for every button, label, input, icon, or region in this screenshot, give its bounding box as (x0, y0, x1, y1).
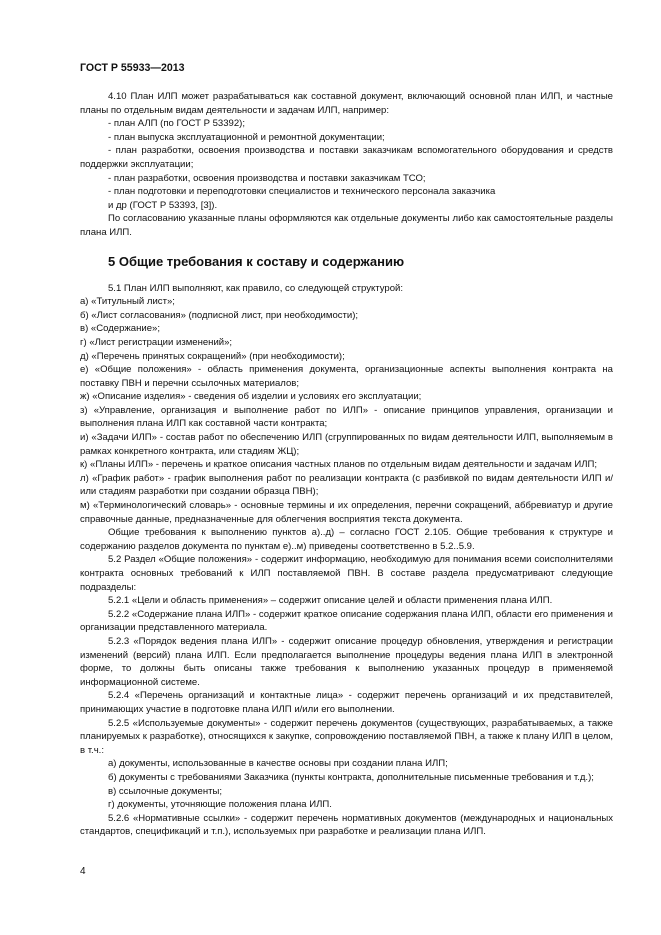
paragraph-5-2-4: 5.2.4 «Перечень организаций и контактные лица» - содержит перечень организаций и их представителей, принимающих участие в подготовке плана ИЛП и/или его выполнении. (80, 690, 613, 715)
structure-item: е) «Общие положения» - область применения документа, организационные аспекты выполнения контракта на поставку ПВН и перечни ссылочных материалов; (80, 364, 613, 389)
document-type-item: а) документы, использованные в качестве основы при создании плана ИЛП; (108, 758, 448, 770)
list-item: - план подготовки и переподготовки специалистов и технического персонала заказчика (108, 186, 496, 198)
structure-item: в) «Содержание»; (80, 323, 160, 335)
structure-item: з) «Управление, организация и выполнение работ по ИЛП» - описание принципов управления, организации и выполнения плана ИЛП как составной части контракта; (80, 404, 613, 430)
document-type-item: в) ссылочные документы; (108, 785, 223, 797)
structure-item: б) «Лист согласования» (подписной лист, при необходимости); (80, 309, 359, 321)
paragraph-general-requirements: Общие требования к выполнению пунктов а)..д) – согласно ГОСТ 2.105. Общие требования к структуре и содержанию разделов документа по пунктам е)..м) приведены соответственно в 5.2..5.9. (80, 527, 613, 552)
list-item: - план разработки, освоения производства и поставки заказчикам вспомогательного оборудования и средств поддержки эксплуатации; (80, 145, 613, 170)
page-number: 4 (80, 866, 86, 877)
paragraph-5-2-3: 5.2.3 «Порядок ведения плана ИЛП» - содержит описание процедур обновления, утверждения и регистрации изменений (версий) плана ИЛП. Если предполагается выполнение процедуры ведения плана ИЛП в электронной форме, то должны быть описаны также требования к выполнению указанных процедур в применяемой информационной системе. (80, 635, 613, 688)
list-item: - план выпуска эксплуатационной и ремонтной документации; (108, 131, 385, 143)
structure-item: ж) «Описание изделия» - сведения об изделии и условиях его эксплуатации; (80, 391, 422, 403)
paragraph-4-10: 4.10 План ИЛП может разрабатываться как составной документ, включающий основной план ИЛП, и частные планы по отдельным видам деятельности и задачам ИЛП, например: (80, 91, 613, 116)
structure-item: г) «Лист регистрации изменений»; (80, 336, 233, 348)
list-item: - план АЛП (по ГОСТ Р 53392); (108, 118, 245, 130)
structure-item: а) «Титульный лист»; (80, 296, 175, 308)
structure-item: м) «Терминологический словарь» - основные термины и их определения, перечни сокращений, аббревиатур и другие справочные данные, предназначенные для облегчения восприятия текста документа. (80, 500, 613, 525)
paragraph-5-2-5: 5.2.5 «Используемые документы» - содержит перечень документов (существующих, разрабатываемых, а также планируемых к разработке), относящихся к закупке, сопровождению поставляемой ПВН, а также к плану ИЛП в целом, в т.ч.: (80, 717, 613, 756)
structure-item: д) «Перечень принятых сокращений» (при необходимости); (80, 350, 345, 362)
paragraph-5-2-1: 5.2.1 «Цели и область применения» – содержит описание целей и области применения плана ИЛП. (108, 595, 553, 607)
paragraph-5-2-6: 5.2.6 «Нормативные ссылки» - содержит перечень нормативных документов (международных и национальных стандартов, спецификаций и т.п.), используемых при разработке и реализации плана ИЛП. (80, 812, 613, 838)
document-type-item: г) документы, уточняющие положения плана ИЛП. (108, 799, 332, 811)
list-item: и др (ГОСТ Р 53393, [3]). (108, 199, 218, 211)
document-header: ГОСТ Р 55933—2013 (80, 62, 185, 74)
list-item: - план разработки, освоения производства и поставки заказчикам ТСО; (108, 172, 426, 184)
structure-item: и) «Задачи ИЛП» - состав работ по обеспечению ИЛП (сгруппированных по видам деятельности ИЛП, выполняемым в рамках конкретного контракта, или стадиям ЖЦ); (80, 432, 613, 457)
paragraph-5-1: 5.1 План ИЛП выполняют, как правило, со следующей структурой: (108, 282, 404, 294)
paragraph-plans-note: По согласованию указанные планы оформляются как отдельные документы либо как самостоятельные разделы плана ИЛП. (80, 213, 613, 238)
structure-item: к) «Планы ИЛП» - перечень и краткое описания частных планов по отдельным видам деятельности и задачам ИЛП; (80, 459, 598, 471)
paragraph-5-2: 5.2 Раздел «Общие положения» - содержит информацию, необходимую для понимания всеми соисполнителями контракта основных требований к ИЛП поставляемой ПВН. В составе раздела предусматривают следующие подразделы: (80, 554, 613, 593)
paragraph-5-2-2: 5.2.2 «Содержание плана ИЛП» - содержит краткое описание содержания плана ИЛП, области его применения и организации представленного материала. (80, 608, 613, 634)
document-type-item: б) документы с требованиями Заказчика (пункты контракта, дополнительные письменные требования и т.д.); (108, 771, 594, 783)
section-title: 5 Общие требования к составу и содержанию (108, 253, 405, 269)
page-content (80, 90, 613, 839)
structure-item: л) «График работ» - график выполнения работ по реализации контракта (с разбивкой по видам деятельности ИЛП и/или стадиям разработки при создании образца ПВН); (80, 472, 613, 498)
